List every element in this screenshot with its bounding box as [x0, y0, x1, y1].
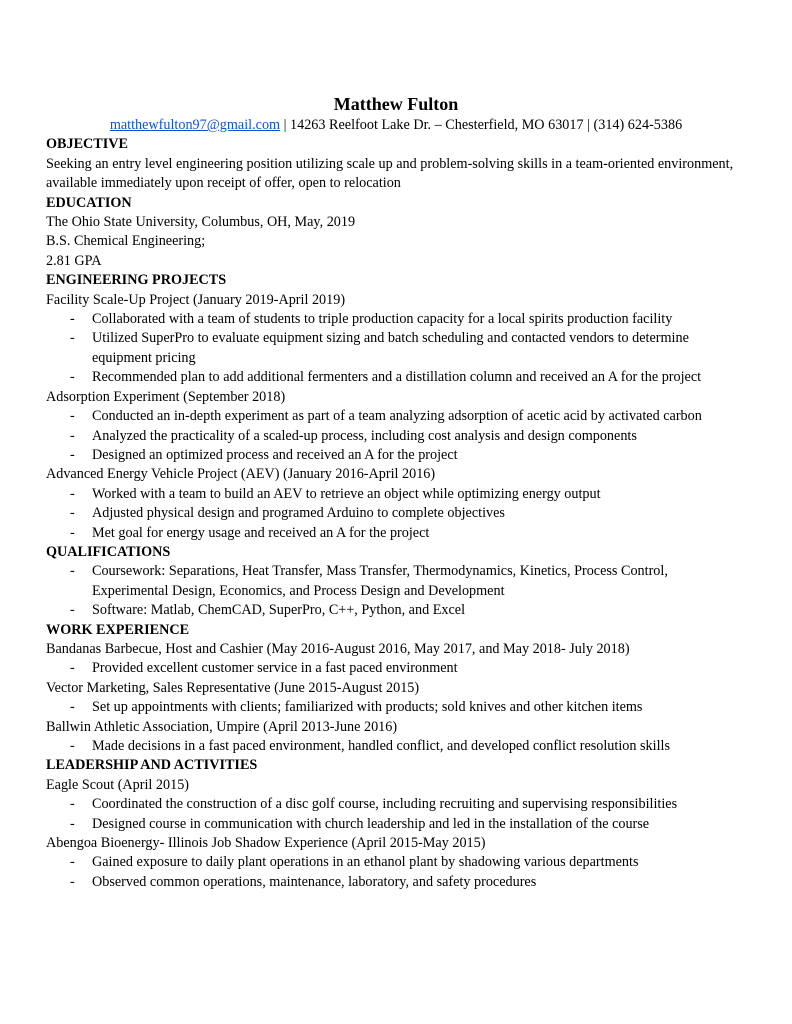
resume-section — [46, 271, 746, 543]
entry-title: Advanced Energy Vehicle Project (AEV) (January 2016-April 2016) — [46, 466, 436, 483]
bullet-dash-icon: - — [70, 408, 75, 425]
bullet-item — [46, 659, 746, 678]
bullet-dash-icon: - — [70, 485, 75, 502]
bullet-dash-icon: - — [70, 699, 75, 716]
bullet-dash-icon: - — [70, 660, 75, 677]
entry-title: Ballwin Athletic Association, Umpire (April 2013-June 2016) — [46, 718, 398, 735]
section-heading: OBJECTIVE — [46, 136, 128, 153]
entry-title: B.S. Chemical Engineering; — [46, 233, 206, 250]
bullet-item — [46, 524, 746, 543]
entry-title: The Ohio State University, Columbus, OH, May, 2019 — [46, 214, 356, 231]
bullet-text: Worked with a team to build an AEV to retrieve an object while optimizing energy output — [92, 485, 601, 502]
entry-title: Vector Marketing, Sales Representative (June 2015-August 2015) — [46, 679, 420, 696]
bullet-dash-icon: - — [70, 427, 75, 444]
resume-section — [46, 621, 746, 757]
bullet-text: Set up appointments with clients; familiarized with products; sold knives and other kitchen items — [92, 699, 643, 716]
bullet-dash-icon: - — [70, 563, 75, 580]
bullet-dash-icon: - — [70, 873, 75, 890]
contact-details: | 14263 Reelfoot Lake Dr. – Chesterfield, MO 63017 | (314) 624-5386 — [280, 117, 683, 133]
bullet-dash-icon: - — [70, 796, 75, 813]
bullet-text: Met goal for energy usage and received an A for the project — [92, 524, 430, 541]
section-heading: LEADERSHIP AND ACTIVITIES — [46, 757, 258, 774]
entry-title: Bandanas Barbecue, Host and Cashier (May 2016-August 2016, May 2017, and May 2018- July 2018) — [46, 640, 630, 657]
bullet-text: Analyzed the practicality of a scaled-up process, including cost analysis and design components — [92, 427, 637, 444]
section-heading: WORK EXPERIENCE — [46, 621, 190, 638]
section-heading: ENGINEERING PROJECTS — [46, 272, 227, 289]
bullet-dash-icon: - — [70, 330, 75, 347]
bullet-text: Collaborated with a team of students to triple production capacity for a local spirits production facility — [92, 311, 673, 328]
bullet-item — [46, 698, 746, 717]
entry-title: 2.81 GPA — [46, 252, 102, 269]
contact-line — [46, 116, 746, 135]
bullet-text: Provided excellent customer service in a fast paced environment — [92, 660, 458, 677]
bullet-dash-icon: - — [70, 738, 75, 754]
bullet-text: Adjusted physical design and programed Arduino to complete objectives — [92, 505, 505, 522]
bullet-item — [46, 601, 746, 620]
bullet-item — [46, 427, 746, 446]
email-link[interactable]: matthewfulton97@gmail.com — [109, 117, 281, 133]
bullet-dash-icon: - — [70, 369, 75, 386]
bullet-text: Utilized SuperPro to evaluate equipment sizing and batch scheduling and contacted vendors to determine equipment pricing — [92, 330, 689, 366]
bullet-item — [46, 795, 746, 814]
resume-section — [46, 135, 746, 193]
bullet-text: Designed an optimized process and received an A for the project — [92, 446, 458, 463]
candidate-name: Matthew Fulton — [333, 94, 459, 114]
bullet-item — [46, 368, 746, 387]
bullet-item — [46, 446, 746, 465]
entry-title: Facility Scale-Up Project (January 2019-April 2019) — [46, 291, 346, 308]
resume-sections — [46, 135, 746, 892]
bullet-dash-icon: - — [70, 446, 75, 463]
section-heading: QUALIFICATIONS — [46, 543, 171, 560]
bullet-item — [46, 329, 746, 368]
bullet-text: Made decisions in a fast paced environment, handled conflict, and developed conflict resolution skills — [92, 738, 670, 754]
resume-section — [46, 756, 746, 892]
entry-title: Seeking an entry level engineering position utilizing scale up and problem-solving skills in a team-oriented environment, available immediately upon receipt of offer, open to relocation — [46, 155, 734, 192]
bullet-item — [46, 485, 746, 504]
bullet-item — [46, 562, 746, 601]
bullet-item — [46, 504, 746, 523]
bullet-item — [46, 737, 746, 756]
bullet-dash-icon: - — [70, 524, 75, 541]
bullet-text: Coursework: Separations, Heat Transfer, Mass Transfer, Thermodynamics, Kinetics, Process Control, Experimental Design, Economics, and Process Design and Development — [92, 563, 668, 599]
bullet-text: Gained exposure to daily plant operations in an ethanol plant by shadowing various departments — [92, 854, 639, 871]
resume-section — [46, 194, 746, 272]
bullet-item — [46, 310, 746, 329]
bullet-dash-icon: - — [70, 815, 75, 832]
bullet-item — [46, 815, 746, 834]
bullet-item — [46, 407, 746, 426]
entry-title: Adsorption Experiment (September 2018) — [46, 388, 286, 405]
bullet-dash-icon: - — [70, 311, 75, 328]
bullet-item — [46, 853, 746, 872]
bullet-dash-icon: - — [70, 505, 75, 522]
resume-section — [46, 543, 746, 621]
bullet-item — [46, 873, 746, 892]
bullet-text: Software: Matlab, ChemCAD, SuperPro, C++, Python, and Excel — [92, 602, 466, 619]
bullet-dash-icon: - — [70, 854, 75, 871]
entry-title: Eagle Scout (April 2015) — [46, 776, 190, 793]
bullet-dash-icon: - — [70, 602, 75, 619]
bullet-text: Conducted an in-depth experiment as part of a team analyzing adsorption of acetic acid by activated carbon — [92, 408, 702, 425]
bullet-text: Recommended plan to add additional fermenters and a distillation column and received an A for the project — [92, 369, 702, 386]
entry-title: Abengoa Bioenergy- Illinois Job Shadow Experience (April 2015-May 2015) — [46, 835, 486, 852]
bullet-text: Coordinated the construction of a disc golf course, including recruiting and supervising responsibilities — [92, 796, 678, 813]
bullet-text: Designed course in communication with church leadership and led in the installation of the course — [92, 815, 650, 832]
section-heading: EDUCATION — [46, 194, 132, 211]
bullet-text: Observed common operations, maintenance, laboratory, and safety procedures — [92, 873, 537, 890]
